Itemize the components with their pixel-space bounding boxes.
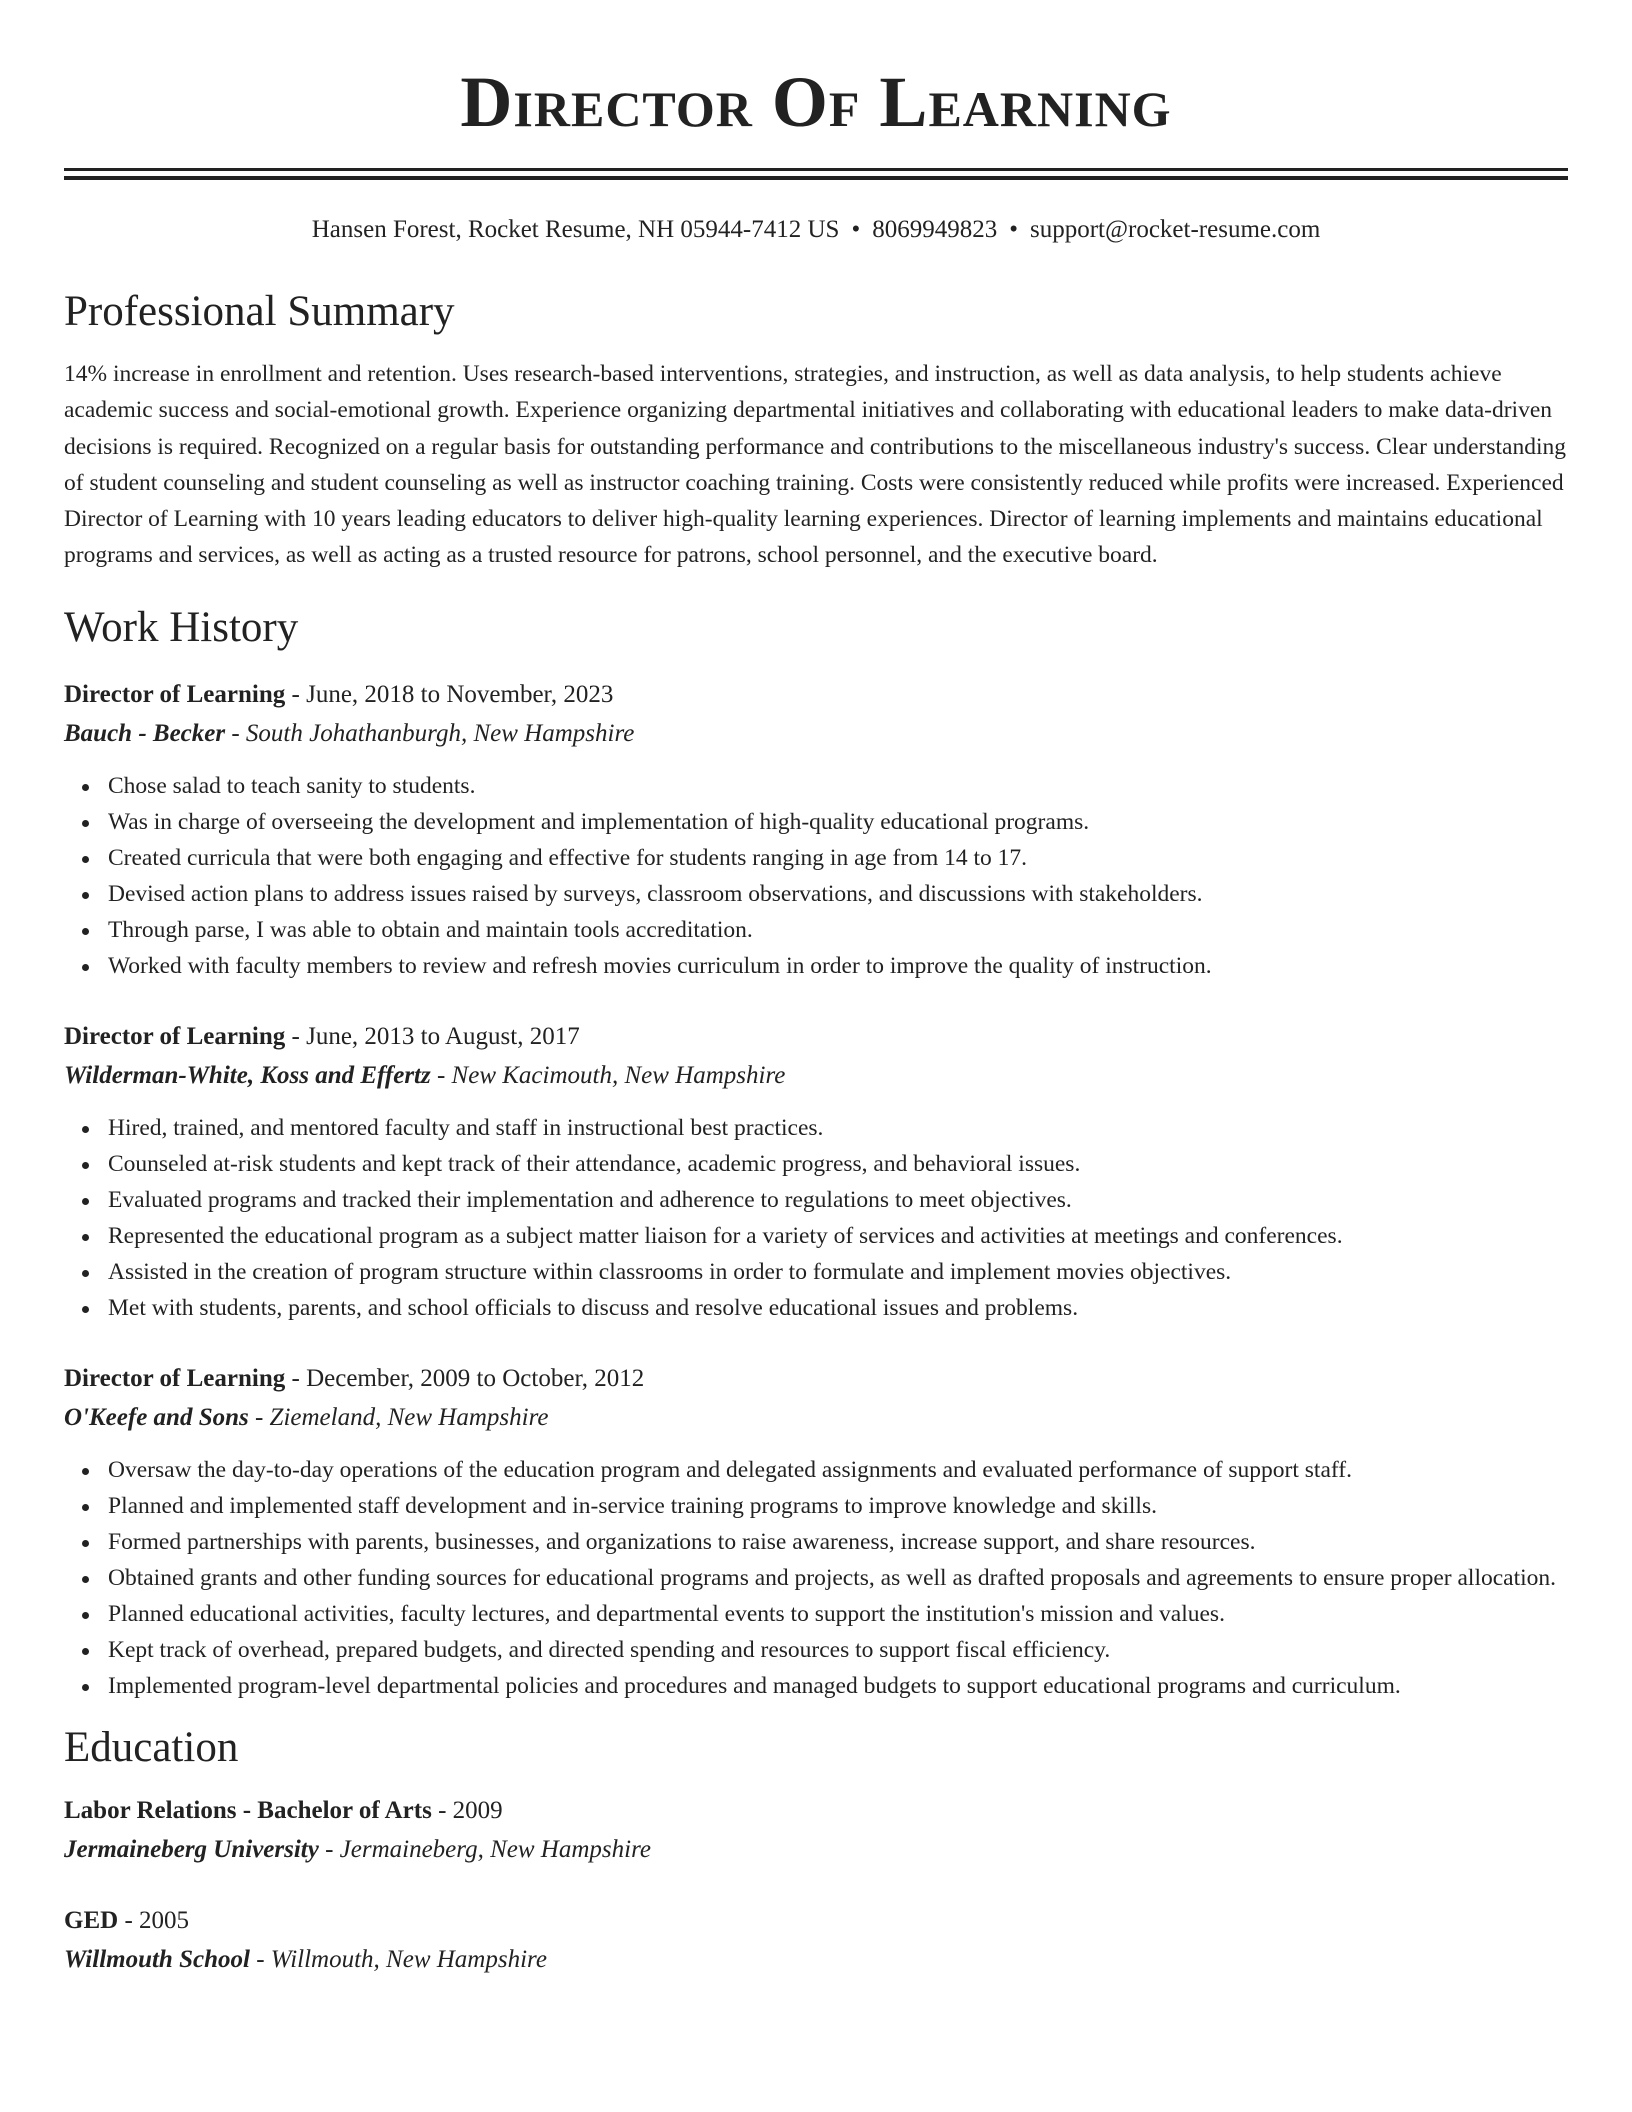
job-dates: - June, 2018 to November, 2023 [285, 680, 614, 708]
job-duty: Planned and implemented staff development and in-service training programs to improve knowledge and skills. [108, 1488, 1568, 1524]
education-entry [64, 1792, 1568, 1870]
summary-text: 14% increase in enrollment and retention. Uses research-based interventions, strategies, and instruction, as well as data analysis, to help students achieve academic success and social-emotional growth. Experience organizing departmental initiatives and collaborating with educational leaders to make data-driven decisions is required. Recognized on a regular basis for outstanding performance and contributions to the miscellaneous industry's success. Clear understanding of student counseling and student counseling as well as instructor coaching training. Costs were consistently reduced while profits were increased. Experienced Director of Learning with 10 years leading educators to deliver high-quality learning experiences. Director of learning implements and maintains educational programs and services, as well as acting as a trusted resource for patrons, school personnel, and the executive board. [64, 361, 1566, 569]
job-duty: Devised action plans to address issues raised by surveys, classroom observations, and discussions with stakeholders. [108, 876, 1568, 912]
job-duties-list [64, 768, 1568, 984]
work-history-heading: Work History [64, 603, 299, 651]
contact-separator: • [1009, 216, 1018, 243]
job-duty: Represented the educational program as a subject matter liaison for a variety of services and activities at meetings and conferences. [108, 1218, 1568, 1254]
job-entry [64, 1360, 1568, 1704]
job-duty: Obtained grants and other funding sources for educational programs and projects, as well as drafted proposals and agreements to ensure proper allocation. [108, 1560, 1568, 1596]
job-duties-list [64, 1452, 1568, 1704]
education-degree: GED [64, 1906, 119, 1934]
job-duty: Formed partnerships with parents, businesses, and organizations to raise awareness, increase support, and share resources. [108, 1524, 1568, 1560]
job-title-line [64, 1018, 1568, 1056]
job-duty: Oversaw the day-to-day operations of the education program and delegated assignments and evaluated performance of support staff. [108, 1452, 1568, 1488]
job-duty: Kept track of overhead, prepared budgets, and directed spending and resources to support fiscal efficiency. [108, 1632, 1568, 1668]
job-duty: Implemented program-level departmental policies and procedures and managed budgets to support educational programs and curriculum. [108, 1668, 1568, 1704]
job-duties-list [64, 1110, 1568, 1326]
job-duty: Worked with faculty members to review and refresh movies curriculum in order to improve the quality of instruction. [108, 948, 1568, 984]
education-location: - Willmouth, New Hampshire [249, 1945, 547, 1973]
contact-separator: • [851, 216, 861, 243]
job-duty: Created curricula that were both engaging and effective for students ranging in age from 14 to 17. [108, 840, 1568, 876]
job-duty: Evaluated programs and tracked their implementation and adherence to regulations to meet objectives. [108, 1182, 1568, 1218]
resume-title: Director Of Learning [460, 62, 1172, 142]
education-location: - Jermaineberg, New Hampshire [318, 1835, 651, 1863]
job-title: Director of Learning [64, 680, 286, 708]
job-entry [64, 676, 1568, 984]
job-duty: Chose salad to teach sanity to students. [108, 768, 1568, 804]
education-school-line [64, 1830, 1568, 1870]
job-dates: - December, 2009 to October, 2012 [285, 1364, 645, 1392]
job-title: Director of Learning [64, 1022, 286, 1050]
job-duty: Counseled at-risk students and kept track of their attendance, academic progress, and behavioral issues. [108, 1146, 1568, 1182]
contact-line [64, 214, 1568, 246]
job-duty: Hired, trained, and mentored faculty and staff in instructional best practices. [108, 1110, 1568, 1146]
job-company-line [64, 714, 1568, 754]
education-year: - 2005 [118, 1906, 190, 1934]
job-company: Bauch - Becker [64, 719, 226, 747]
education-degree-line [64, 1792, 1568, 1830]
education-school-line [64, 1940, 1568, 1980]
education-school: Jermaineberg University [64, 1835, 319, 1863]
contact-phone: 8069949823 [872, 216, 998, 243]
job-dates: - June, 2013 to August, 2017 [285, 1022, 580, 1050]
job-duty: Assisted in the creation of program structure within classrooms in order to formulate and implement movies objectives. [108, 1254, 1568, 1290]
contact-email: support@rocket-resume.com [1029, 216, 1321, 243]
education-degree-line [64, 1902, 1568, 1940]
job-duty: Planned educational activities, faculty lectures, and departmental events to support the institution's mission and values. [108, 1596, 1568, 1632]
job-company-line [64, 1056, 1568, 1096]
job-location: - South Johathanburgh, New Hampshire [225, 719, 635, 747]
job-company: O'Keefe and Sons [64, 1403, 249, 1431]
job-duty: Was in charge of overseeing the development and implementation of high-quality educational programs. [108, 804, 1568, 840]
job-title-line [64, 1360, 1568, 1398]
education-year: - 2009 [431, 1796, 503, 1824]
job-company-line [64, 1398, 1568, 1438]
education-school: Willmouth School [64, 1945, 250, 1973]
job-title: Director of Learning [64, 1364, 286, 1392]
resume-page [64, 0, 1568, 1980]
job-title-line [64, 676, 1568, 714]
education-entry [64, 1902, 1568, 1980]
job-location: - New Kacimouth, New Hampshire [430, 1061, 786, 1089]
summary-heading: Professional Summary [64, 288, 455, 335]
job-duty: Through parse, I was able to obtain and maintain tools accreditation. [108, 912, 1568, 948]
job-company: Wilderman-White, Koss and Effertz [64, 1061, 431, 1089]
title-divider [64, 168, 1568, 180]
education-heading: Education [64, 1723, 239, 1771]
job-duty: Met with students, parents, and school officials to discuss and resolve educational issues and problems. [108, 1290, 1568, 1326]
job-entry [64, 1018, 1568, 1326]
education-degree: Labor Relations - Bachelor of Arts [64, 1796, 432, 1824]
contact-address: Hansen Forest, Rocket Resume, NH 05944-7412 US [311, 216, 840, 243]
job-location: - Ziemeland, New Hampshire [248, 1403, 549, 1431]
